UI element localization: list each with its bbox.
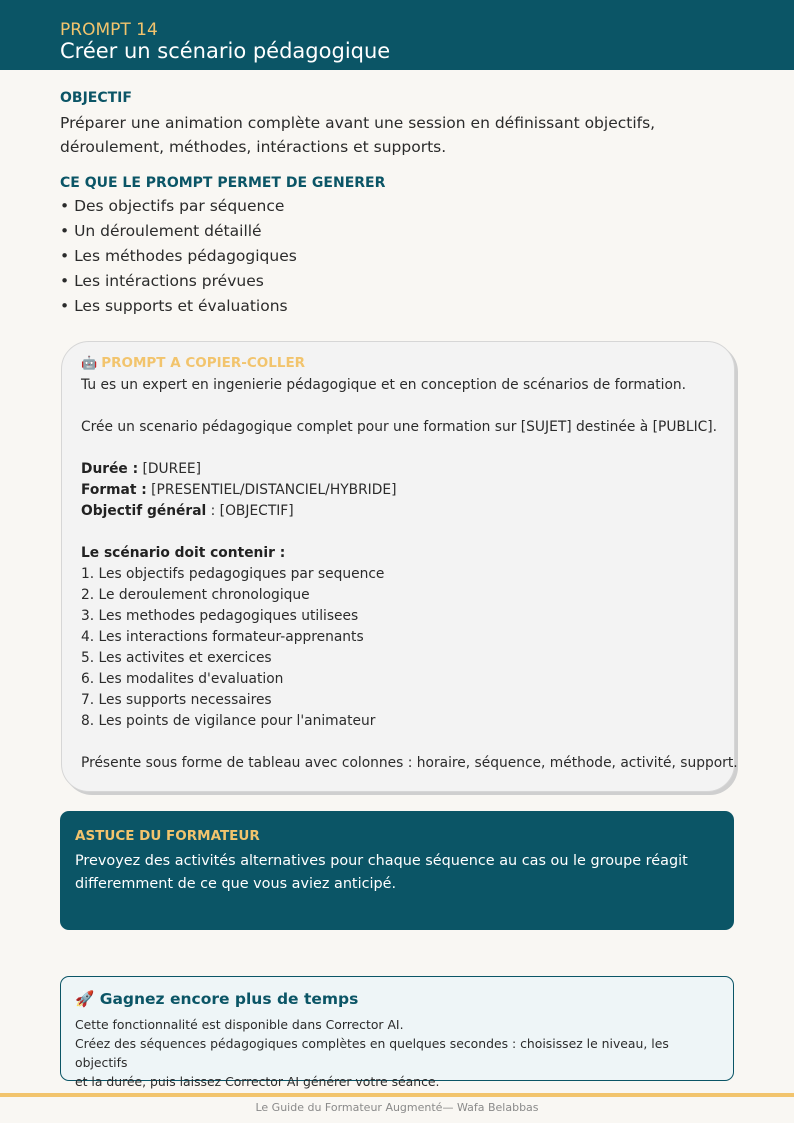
promo-box xyxy=(60,976,734,1089)
list-item: • Les intéractions prévues xyxy=(60,272,264,290)
prompt-label-text: PROMPT A COPIER-COLLER xyxy=(101,355,306,371)
promo-text xyxy=(75,1015,719,1091)
promo-line: et la durée, puis laissez Corrector AI générer votre séance. xyxy=(75,1074,440,1089)
prompt-list-item: 6. Les modalites d'evaluation xyxy=(81,671,284,687)
list-item: • Les supports et évaluations xyxy=(60,297,288,315)
tip-line: differemment de ce que vous aviez anticipé. xyxy=(75,876,397,892)
prompt-request: Crée un scenario pédagogique complet pour une formation sur [SUJET] destinée à [PUBLIC]. xyxy=(81,419,718,435)
list-item: • Un déroulement détaillé xyxy=(60,222,262,240)
promo-line: Créez des séquences pédagogiques complètes en quelques secondes : choisissez le niveau, les objectifs xyxy=(75,1036,669,1070)
page-footer: Le Guide du Formateur Augmenté— Wafa Belabbas xyxy=(255,1101,539,1114)
objectif-text xyxy=(60,111,740,159)
prompt-format xyxy=(81,480,716,501)
prompt-closing: Présente sous forme de tableau avec colonnes : horaire, séquence, méthode, activité, support. xyxy=(81,755,738,771)
prompt-duree xyxy=(81,459,716,480)
prompt-list-item: 4. Les interactions formateur-apprenants xyxy=(81,629,364,645)
prompt-box[interactable] xyxy=(61,341,738,792)
prompt-list-item: 7. Les supports necessaires xyxy=(81,692,272,708)
footer-divider xyxy=(0,1093,794,1097)
tip-box xyxy=(60,811,734,930)
prompt-contenir xyxy=(81,543,716,564)
prompt-list-item: 3. Les methodes pedagogiques utilisees xyxy=(81,608,359,624)
list-item: • Les méthodes pédagogiques xyxy=(60,247,297,265)
objectif-general-value: : [OBJECTIF] xyxy=(206,503,294,519)
page-header xyxy=(0,0,794,70)
prompt-list-item: 5. Les activites et exercices xyxy=(81,650,272,666)
promo-line: Cette fonctionnalité est disponible dans Corrector AI. xyxy=(75,1017,404,1032)
tip-line: Prevoyez des activités alternatives pour chaque séquence au cas ou le groupe réagit xyxy=(75,853,688,869)
tip-heading: ASTUCE DU FORMATEUR xyxy=(75,828,260,844)
page-title: Créer un scénario pédagogique xyxy=(60,39,391,63)
promo-heading xyxy=(75,988,719,1015)
generer-heading: CE QUE LE PROMPT PERMET DE GENERER xyxy=(60,175,386,191)
promo-heading-text: Gagnez encore plus de temps xyxy=(99,990,359,1008)
prompt-list-item: 1. Les objectifs pedagogiques par sequence xyxy=(81,566,385,582)
prompt-list-item: 8. Les points de vigilance pour l'animateur xyxy=(81,713,376,729)
duree-value: [DUREE] xyxy=(138,461,202,477)
prompt-list-item: 2. Le deroulement chronologique xyxy=(81,587,310,603)
tip-text xyxy=(75,850,719,896)
contenir-label: Le scénario doit contenir : xyxy=(81,545,286,561)
prompt-number: PROMPT 14 xyxy=(60,20,158,40)
duree-label: Durée : xyxy=(81,461,139,477)
generer-list xyxy=(60,194,297,319)
prompt-intro: Tu es un expert en ingenierie pédagogique et en conception de scénarios de formation. xyxy=(81,377,687,393)
prompt-objectif xyxy=(81,501,716,522)
objectif-line: Préparer une animation complète avant une session en définissant objectifs, xyxy=(60,114,656,132)
format-label: Format : xyxy=(81,482,147,498)
rocket-icon: 🚀 xyxy=(75,990,95,1008)
format-value: [PRESENTIEL/DISTANCIEL/HYBRIDE] xyxy=(146,482,397,498)
robot-icon: 🤖 xyxy=(81,356,98,371)
objectif-line: déroulement, méthodes, intéractions et supports. xyxy=(60,138,447,156)
prompt-label xyxy=(81,353,716,375)
objectif-heading: OBJECTIF xyxy=(60,90,132,106)
objectif-general-label: Objectif général xyxy=(81,503,207,519)
list-item: • Des objectifs par séquence xyxy=(60,197,285,215)
